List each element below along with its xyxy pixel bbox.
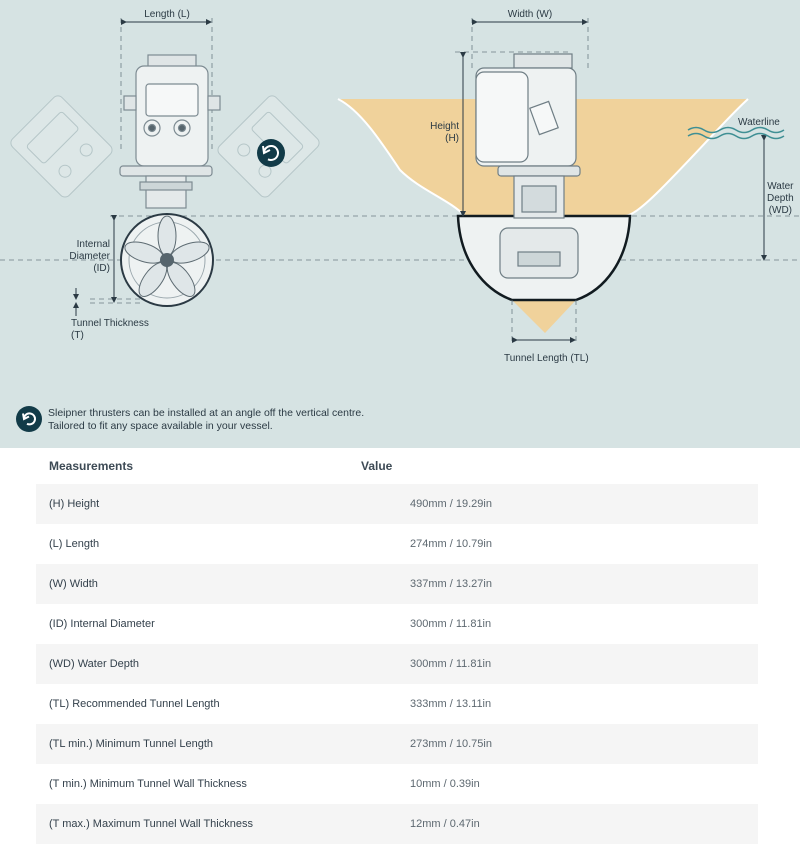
measurement-value: 12mm / 0.47in xyxy=(410,818,480,830)
measurement-value: 333mm / 13.11in xyxy=(410,698,492,710)
waterline-label: Waterline xyxy=(738,117,780,128)
height-label: Height (H) xyxy=(430,121,459,144)
measurement-name: (WD) Water Depth xyxy=(49,658,140,670)
table-row xyxy=(36,724,758,764)
value-header: Value xyxy=(361,459,393,473)
measurements-header: Measurements xyxy=(49,459,134,473)
table-row xyxy=(36,524,758,564)
rotate-icon xyxy=(257,139,285,167)
rotate-icon xyxy=(16,406,42,432)
installation-note xyxy=(48,407,364,433)
water-depth-label: Water Depth (WD) xyxy=(767,181,794,216)
measurement-value: 337mm / 13.27in xyxy=(410,578,492,590)
table-row xyxy=(36,684,758,724)
table-row xyxy=(36,644,758,684)
measurement-value: 300mm / 11.81in xyxy=(410,658,492,670)
measurement-name: (T min.) Minimum Tunnel Wall Thickness xyxy=(49,778,247,790)
table-row xyxy=(36,484,758,524)
width-label: Width (W) xyxy=(507,9,553,20)
measurement-value: 490mm / 19.29in xyxy=(410,498,492,510)
measurement-name: (ID) Internal Diameter xyxy=(49,618,155,630)
internal-diameter-label: Internal Diameter (ID) xyxy=(69,239,110,274)
measurement-name: (TL) Recommended Tunnel Length xyxy=(49,698,220,710)
note-line-2: Tailored to fit any space available in your vessel. xyxy=(48,420,273,432)
table-row xyxy=(36,804,758,844)
tunnel-length-label: Tunnel Length (TL) xyxy=(504,353,589,364)
table-row xyxy=(36,604,758,644)
table-row xyxy=(36,564,758,604)
note-line-1: Sleipner thrusters can be installed at an angle off the vertical centre. xyxy=(48,407,365,419)
table-header xyxy=(0,448,800,484)
measurement-value: 273mm / 10.75in xyxy=(410,738,492,750)
measurement-name: (L) Length xyxy=(49,538,100,550)
measurement-name: (TL min.) Minimum Tunnel Length xyxy=(49,738,214,750)
measurement-name: (W) Width xyxy=(49,578,98,590)
measurement-name: (H) Height xyxy=(49,498,100,510)
tunnel-thickness-label: Tunnel Thickness (T) xyxy=(71,318,149,341)
measurement-value: 10mm / 0.39in xyxy=(410,778,480,790)
measurement-name: (T max.) Maximum Tunnel Wall Thickness xyxy=(49,818,253,830)
length-label: Length (L) xyxy=(144,9,190,20)
table-row xyxy=(36,764,758,804)
measurements-table xyxy=(0,448,800,844)
measurement-value: 300mm / 11.81in xyxy=(410,618,492,630)
measurement-value: 274mm / 10.79in xyxy=(410,538,492,550)
